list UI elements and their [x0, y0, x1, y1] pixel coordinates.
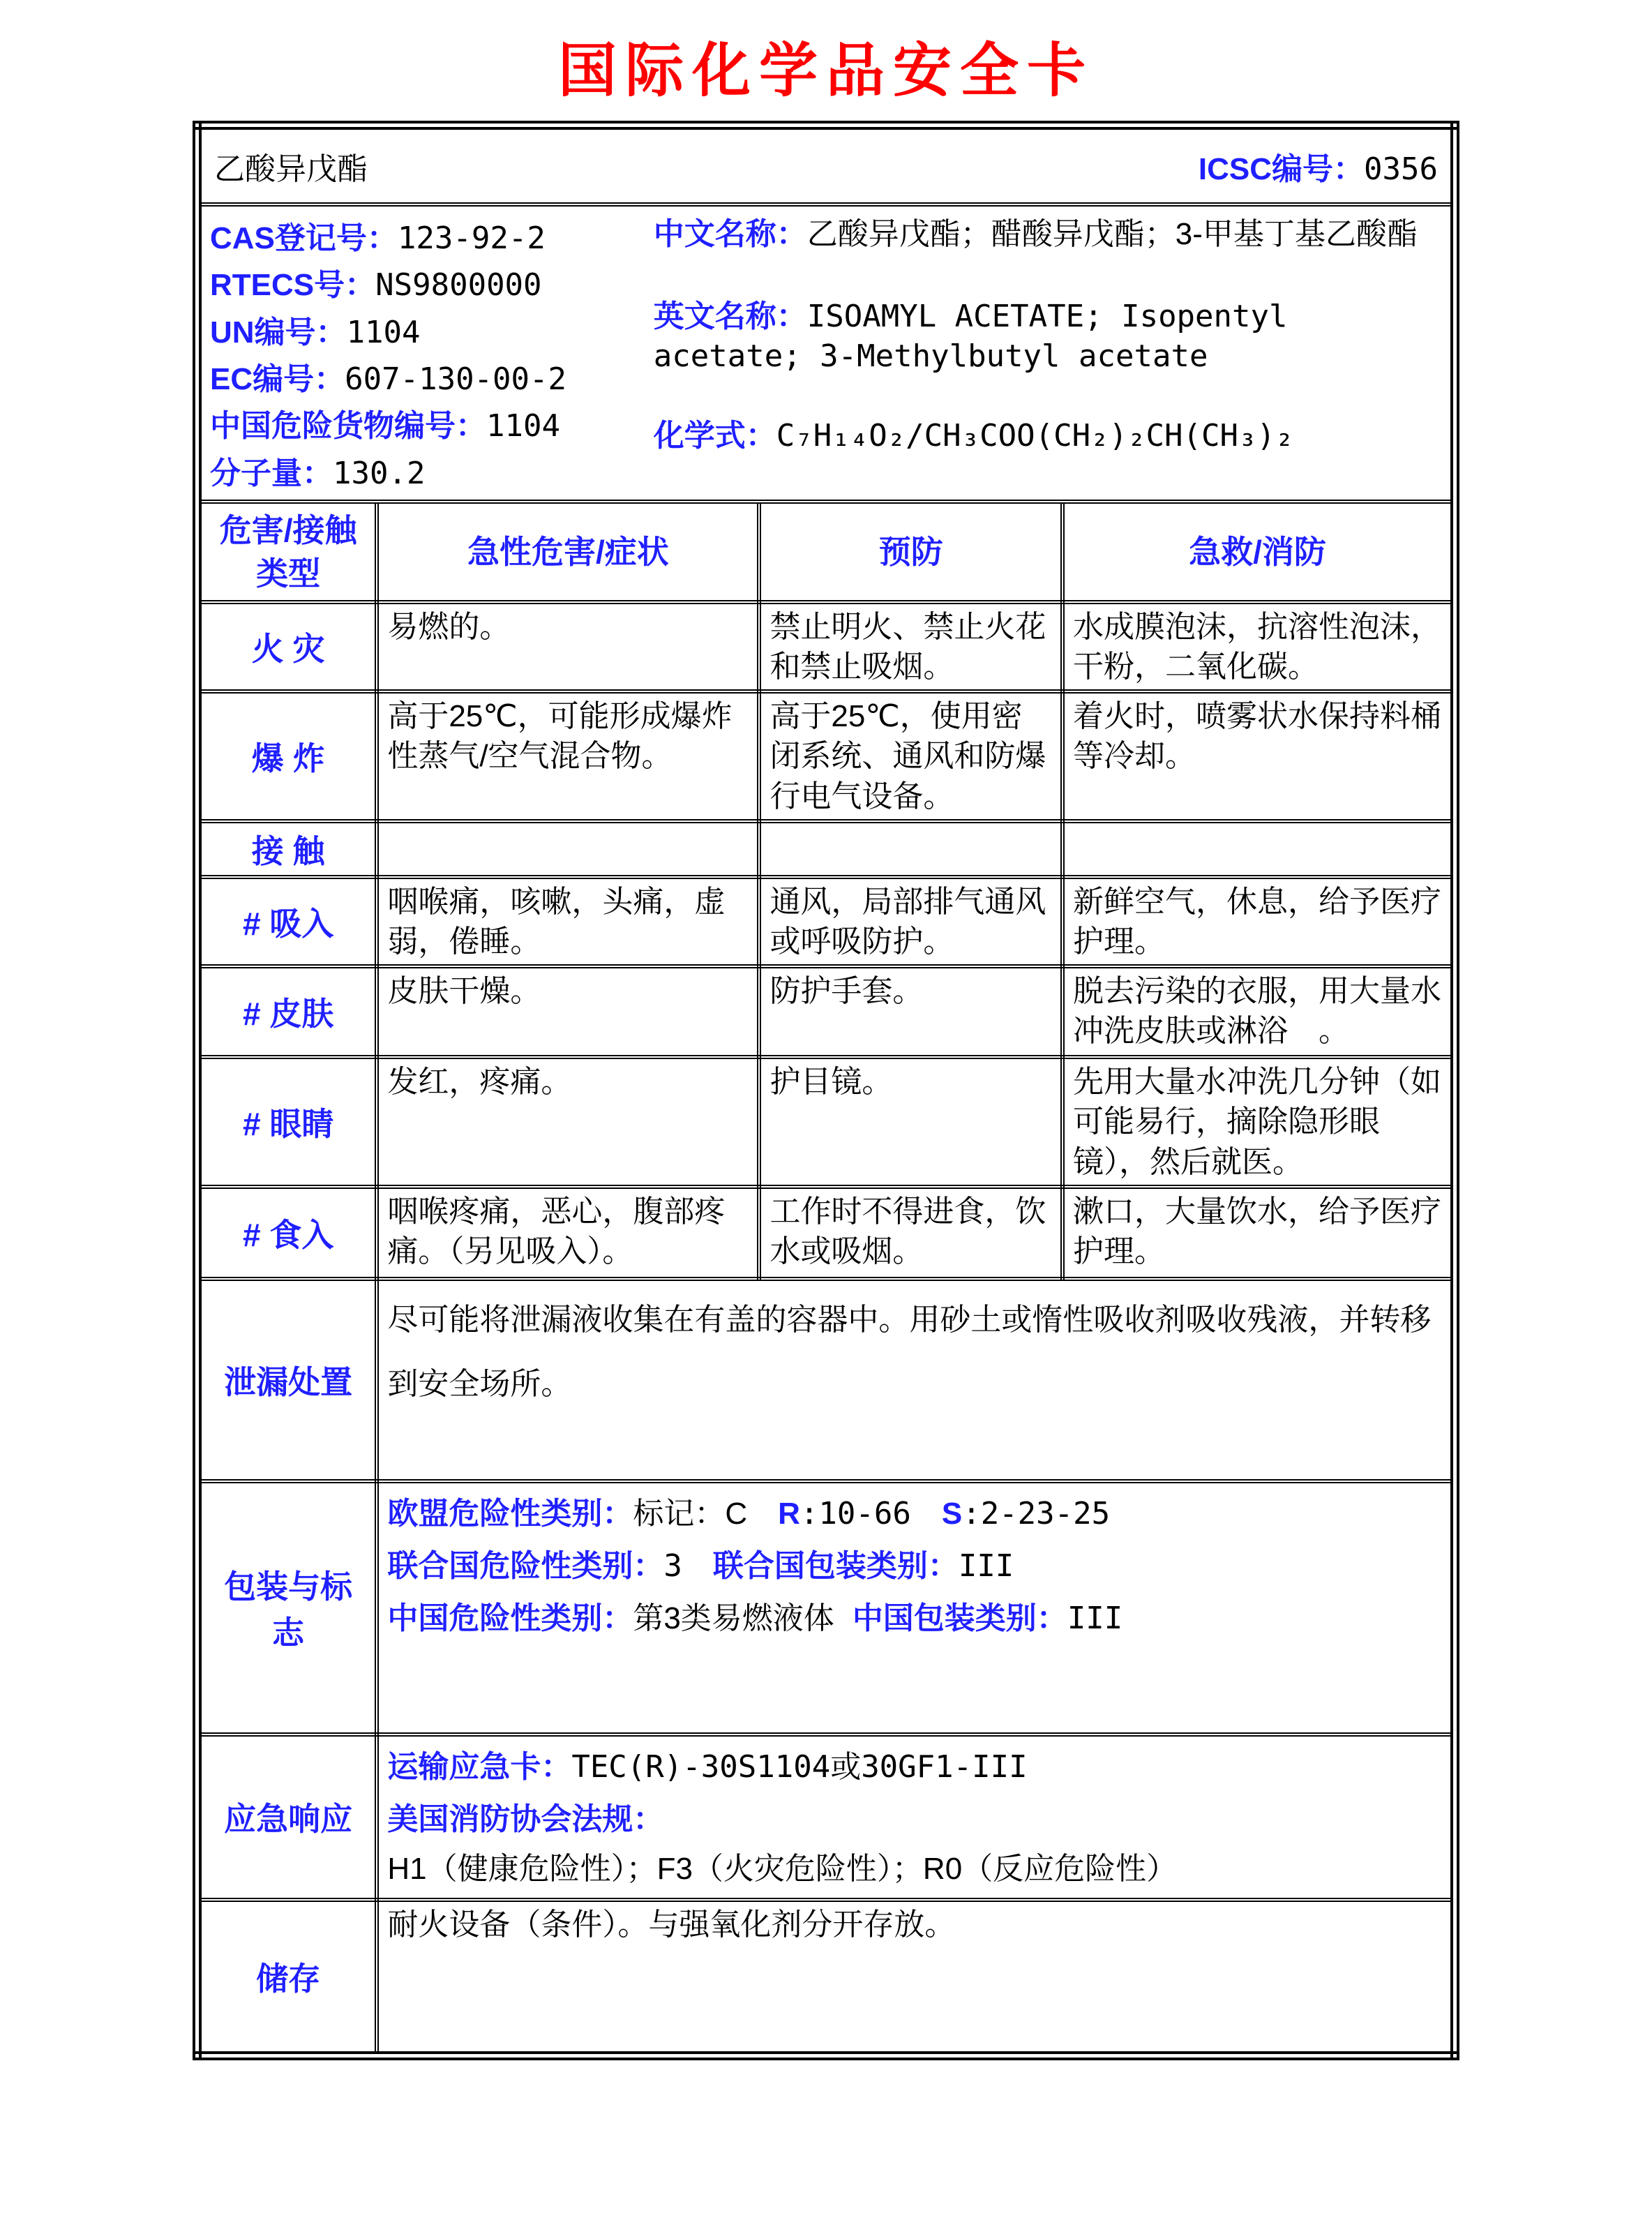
inhalation-symptoms: 咽喉痛，咳嗽，头痛，虚弱，倦睡。 — [377, 877, 759, 966]
spill-content: 尽可能将泄漏液收集在有盖的容器中。用砂土或惰性吸收剂吸收残液，并转移到安全场所。 — [387, 1302, 1432, 1402]
spill-label: 泄漏处置 — [197, 1279, 377, 1481]
packaging-eu-line — [387, 1489, 1442, 1538]
skin-symptoms: 皮肤干燥。 — [377, 966, 759, 1057]
identifier-molweight-label: 分子量： — [210, 456, 333, 490]
contact-symptoms — [377, 821, 759, 877]
identifier-molweight-value: 130.2 — [333, 455, 426, 491]
skin-type-label: # 皮肤 — [197, 966, 377, 1057]
names-block — [654, 215, 1442, 497]
identifier-molweight — [210, 450, 654, 497]
fire-symptoms: 易燃的。 — [377, 602, 759, 691]
hazard-header-prevention: 预防 — [759, 502, 1062, 602]
storage-content: 耐火设备（条件）。与强氧化剂分开存放。 — [387, 1907, 956, 1942]
packaging-un-line — [387, 1541, 1442, 1591]
hazard-header-firstaid: 急救/消防 — [1062, 502, 1455, 602]
eyes-type-label: # 眼睛 — [197, 1057, 377, 1187]
identifier-un-value: 1104 — [346, 314, 421, 350]
hazard-header-type — [197, 502, 377, 602]
spill-content-cell — [377, 1279, 1455, 1481]
hazard-row-ingestion — [197, 1187, 1455, 1279]
ingestion-prevention: 工作时不得进食，饮水或吸烟。 — [759, 1187, 1062, 1279]
cn-pack-value: III — [1067, 1601, 1123, 1637]
chinese-name-line — [654, 215, 1442, 254]
emergency-label: 应急响应 — [197, 1734, 377, 1900]
inhalation-type-label: # 吸入 — [197, 877, 377, 966]
un-class-label: 联合国危险性类别： — [387, 1549, 664, 1584]
hazard-header-type-line2: 类型 — [256, 555, 321, 592]
skin-firstaid: 脱去污染的衣服，用大量水冲洗皮肤或淋浴 。 — [1062, 966, 1455, 1057]
icsc-number-value: 0356 — [1364, 151, 1438, 187]
identifier-rtecs — [210, 262, 654, 308]
hazard-row-inhalation — [197, 877, 1455, 966]
identifier-cas-label: CAS登记号： — [210, 221, 398, 255]
identifier-un — [210, 309, 654, 356]
un-pack-label: 联合国包装类别： — [712, 1549, 959, 1584]
eu-class-label: 欧盟危险性类别： — [387, 1496, 633, 1531]
un-pack-value: III — [958, 1548, 1014, 1584]
identifier-ec-label: EC编号： — [210, 361, 345, 396]
english-name-value: ISOAMYL ACETATE; Isopentyl acetate; 3-Methylbutyl acetate — [653, 299, 1288, 374]
identifier-rtecs-label: RTECS号： — [210, 268, 376, 303]
identifier-china-dg-value: 1104 — [486, 408, 560, 444]
formula-value: C₇H₁₄O₂/CH₃COO(CH₂)₂CH(CH₃)₂ — [776, 417, 1294, 454]
emergency-tec-line — [387, 1742, 1442, 1792]
cn-class-label: 中国危险性类别： — [387, 1601, 633, 1636]
s-phrase-label: S — [941, 1496, 963, 1531]
contact-firstaid — [1062, 821, 1455, 877]
tec-value: TEC(R)-30S1104或30GF1-III — [571, 1748, 1028, 1785]
r-phrase-label: R — [778, 1496, 800, 1531]
fire-type-label: 火 灾 — [197, 602, 377, 691]
identifier-china-dg — [210, 403, 654, 449]
hazard-row-fire — [197, 602, 1455, 691]
cn-class-value: 第3类易燃液体 — [633, 1601, 834, 1636]
identifier-rtecs-value: NS9800000 — [375, 267, 542, 304]
hazard-row-eyes — [197, 1057, 1455, 1187]
packaging-cn-line — [387, 1594, 1442, 1643]
storage-label: 储存 — [197, 1900, 377, 2056]
section-row-packaging — [197, 1481, 1455, 1734]
hazard-header-symptoms: 急性危害/症状 — [377, 502, 759, 602]
contact-prevention — [759, 821, 1062, 877]
storage-content-cell — [377, 1900, 1455, 2056]
r-phrase-value: :10-66 — [799, 1495, 911, 1531]
explosion-firstaid: 着火时，喷雾状水保持料桶等冷却。 — [1062, 691, 1455, 821]
info-cell — [197, 204, 1455, 502]
chinese-name-label: 中文名称： — [653, 217, 807, 251]
icsc-number-group — [1199, 144, 1438, 188]
english-name-label: 英文名称： — [653, 299, 807, 334]
identifier-list — [210, 215, 654, 497]
explosion-symptoms: 高于25℃，可能形成爆炸性蒸气/空气混合物。 — [377, 691, 759, 821]
identifier-un-label: UN编号： — [210, 315, 347, 350]
section-row-spill — [197, 1279, 1455, 1481]
explosion-type-label: 爆 炸 — [197, 691, 377, 821]
fire-firstaid: 水成膜泡沫，抗溶性泡沫，干粉，二氧化碳。 — [1062, 602, 1455, 691]
fire-prevention: 禁止明火、禁止火花和禁止吸烟。 — [759, 602, 1062, 691]
icsc-number-label: ICSC编号： — [1198, 152, 1365, 186]
inhalation-prevention: 通风，局部排气通风或呼吸防护。 — [759, 877, 1062, 966]
identifier-cas — [210, 215, 654, 262]
emergency-content-cell — [377, 1734, 1455, 1900]
tec-label: 运输应急卡： — [387, 1749, 572, 1784]
icsc-card — [193, 121, 1459, 2060]
hazard-row-contact — [197, 821, 1455, 877]
page-title: 国际化学品安全卡 — [557, 38, 1094, 103]
hazard-row-explosion — [197, 691, 1455, 821]
eyes-firstaid: 先用大量水冲洗几分钟（如可能易行，摘除隐形眼镜），然后就医。 — [1062, 1057, 1455, 1187]
identifier-cas-value: 123-92-2 — [397, 220, 546, 256]
formula-label: 化学式： — [653, 418, 776, 453]
ingestion-firstaid: 漱口，大量饮水，给予医疗护理。 — [1062, 1187, 1455, 1279]
eyes-symptoms: 发红，疼痛。 — [377, 1057, 759, 1187]
english-name-line — [654, 297, 1442, 376]
explosion-prevention: 高于25℃，使用密闭系统、通风和防爆行电气设备。 — [759, 691, 1062, 821]
contact-type-label: 接 触 — [197, 821, 377, 877]
s-phrase-value: :2-23-25 — [962, 1495, 1111, 1531]
emergency-nfpa-line — [387, 1794, 1442, 1894]
ingestion-symptoms: 咽喉疼痛，恶心，腹部疼痛。（另见吸入）。 — [377, 1187, 759, 1279]
card-header-cell — [197, 126, 1455, 205]
info-row — [197, 204, 1455, 502]
un-class-value: 3 — [663, 1548, 682, 1584]
card-header-row — [197, 126, 1455, 205]
chinese-name-value: 乙酸异戊酯；醋酸异戊酯；3-甲基丁基乙酸酯 — [806, 217, 1418, 251]
packaging-content-cell — [377, 1481, 1455, 1734]
section-row-emergency — [197, 1734, 1455, 1900]
identifier-ec-value: 607-130-00-2 — [345, 361, 567, 397]
nfpa-label: 美国消防协会法规： — [387, 1802, 664, 1837]
eu-class-mark: 标记：C — [633, 1496, 748, 1531]
identifier-ec — [210, 356, 654, 403]
hazard-header-type-line1: 危害/接触 — [219, 511, 357, 548]
substance-name: 乙酸异戊酯 — [214, 152, 368, 186]
identifier-china-dg-label: 中国危险货物编号： — [210, 409, 486, 444]
section-row-storage — [197, 1900, 1455, 2056]
packaging-label: 包装与标志 — [197, 1481, 377, 1734]
hazard-row-skin — [197, 966, 1455, 1057]
skin-prevention: 防护手套。 — [759, 966, 1062, 1057]
hazard-header-row — [197, 502, 1455, 602]
nfpa-value: H1（健康危险性）；F3（火灾危险性）；R0（反应危险性） — [387, 1852, 1178, 1887]
ingestion-type-label: # 食入 — [197, 1187, 377, 1279]
formula-line — [654, 417, 1442, 456]
cn-pack-label: 中国包装类别： — [852, 1601, 1067, 1636]
eyes-prevention: 护目镜。 — [759, 1057, 1062, 1187]
inhalation-firstaid: 新鲜空气，休息，给予医疗护理。 — [1062, 877, 1455, 966]
